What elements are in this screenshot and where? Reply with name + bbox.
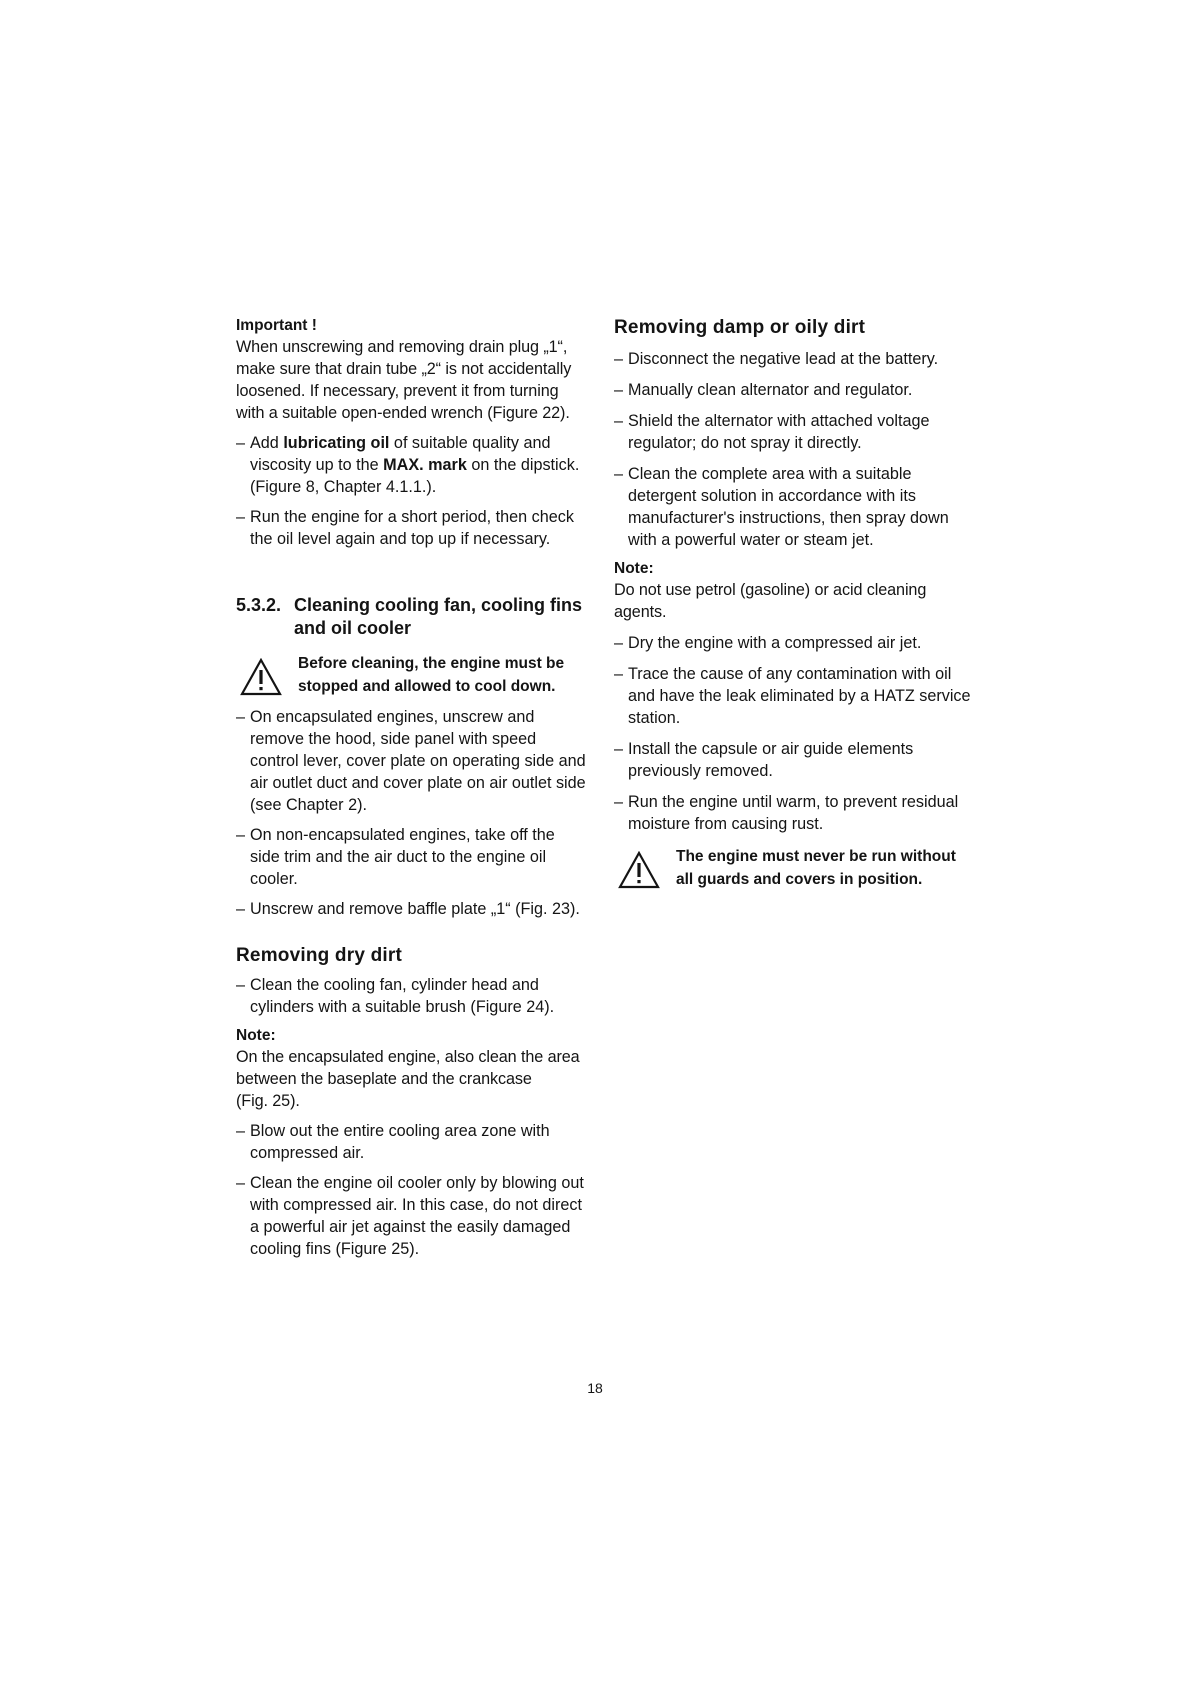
list-item: [614, 379, 974, 401]
oil-bold-2: MAX. mark: [383, 456, 467, 474]
list-dash: –: [236, 434, 246, 452]
list-dash: –: [614, 412, 624, 430]
run-text: Run the engine for a short period, then check the oil level again and top up if necessary.: [250, 508, 574, 548]
list-item-text: Blow out the entire cooling area zone with compressed air.: [250, 1122, 550, 1162]
list-dash: –: [236, 1122, 246, 1140]
warning-text: Before cleaning, the engine must be stopped and allowed to cool down.: [298, 655, 565, 695]
list-dash: –: [236, 976, 246, 994]
list-item-text: Dry the engine with a compressed air jet.: [628, 634, 922, 652]
list-item: [614, 348, 974, 370]
list-item-text: Disconnect the negative lead at the battery.: [628, 350, 939, 368]
list-item: [236, 1172, 588, 1260]
list-item-text: On encapsulated engines, unscrew and remove the hood, side panel with speed control lever, cover plate on operating side and air outlet duct and cover plate on air outlet side (see Chapter 2).: [250, 708, 586, 814]
list-item: [614, 410, 974, 454]
note-text: On the encapsulated engine, also clean the area between the baseplate and the crankcase: [236, 1048, 580, 1088]
list-item: [236, 824, 588, 890]
list-dash: –: [614, 381, 624, 399]
warning-block: [236, 652, 588, 698]
warning-triangle-icon: [618, 851, 660, 889]
note-title: Note:: [236, 1027, 276, 1044]
list-dash: –: [614, 465, 624, 483]
warning-triangle-icon: [240, 658, 282, 696]
dry-list-item: [236, 974, 588, 1018]
list-item-text: Trace the cause of any contamination with oil and have the leak eliminated by a HATZ service station.: [628, 665, 971, 727]
oil-text-2: of suitable quality and viscosity up to the: [250, 434, 551, 474]
section-number: 5.3.2.: [236, 595, 282, 615]
note-text: Do not use petrol (gasoline) or acid cleaning agents.: [614, 581, 927, 621]
important-title: Important !: [236, 317, 317, 334]
oil-text-3: on the dipstick. (Figure 8, Chapter 4.1.1.).: [250, 456, 580, 496]
list-dash: –: [236, 900, 246, 918]
list-item: [236, 706, 588, 816]
damp-dirt-heading: Removing damp or oily dirt: [614, 317, 866, 338]
list-dash: –: [614, 634, 624, 652]
list-dash: –: [236, 508, 246, 526]
list-dash: –: [614, 665, 624, 683]
list-item: [614, 738, 974, 782]
list-dash: –: [614, 740, 624, 758]
page-number: 18: [587, 1380, 603, 1396]
dry-item-text: Clean the cooling fan, cylinder head and cylinders with a suitable brush (Figure 24).: [250, 976, 555, 1016]
list-item: [614, 663, 974, 729]
oil-text-1: Add: [250, 434, 284, 452]
section-title: Cleaning cooling fan, cooling fins and oil cooler: [294, 595, 582, 638]
run-list-item: [236, 506, 588, 550]
important-text: When unscrewing and removing drain plug „1“, make sure that drain tube „2“ is not accidentally loosened. If necessary, prevent it from turning with a suitable open-ended wrench (Figure 22).: [236, 338, 572, 422]
warning-block: [614, 845, 974, 891]
list-dash: –: [236, 708, 246, 726]
left-column: [236, 316, 588, 1260]
list-item-text: Clean the engine oil cooler only by blowing out with compressed air. In this case, do not direct a powerful air jet against the easily damaged cooling fins (Figure 25).: [250, 1174, 584, 1258]
list-item-text: Install the capsule or air guide elements previously removed.: [628, 740, 914, 780]
list-item-text: On non-encapsulated engines, take off the side trim and the air duct to the engine oil cooler.: [250, 826, 555, 888]
list-item-text: Unscrew and remove baffle plate „1“ (Fig. 23).: [250, 900, 580, 918]
list-dash: –: [614, 350, 624, 368]
cleaning-list: [236, 706, 588, 920]
list-item: [614, 632, 974, 654]
list-dash: –: [236, 826, 246, 844]
dry-dirt-heading: Removing dry dirt: [236, 945, 402, 966]
list-item: [614, 791, 974, 835]
list-dash: –: [614, 793, 624, 811]
oil-list-item: [236, 432, 588, 498]
list-item-text: Manually clean alternator and regulator.: [628, 381, 913, 399]
list-item-text: Clean the complete area with a suitable detergent solution in accordance with its manufacturer's instructions, then spray down with a powerful water or steam jet.: [628, 465, 949, 549]
list-item-text: Shield the alternator with attached voltage regulator; do not spray it directly.: [628, 412, 930, 452]
note-figure: (Fig. 25).: [236, 1092, 300, 1110]
list-item: [236, 1120, 588, 1164]
list-item: [236, 898, 588, 920]
list-dash: –: [236, 1174, 246, 1192]
list-item: [614, 463, 974, 551]
oil-bold-1: lubricating oil: [283, 434, 390, 452]
list-item-text: Run the engine until warm, to prevent residual moisture from causing rust.: [628, 793, 959, 833]
note-title: Note:: [614, 560, 654, 577]
right-column: [614, 316, 974, 891]
section-heading: [236, 594, 588, 640]
warning-text: The engine must never be run without all guards and covers in position.: [676, 848, 956, 888]
